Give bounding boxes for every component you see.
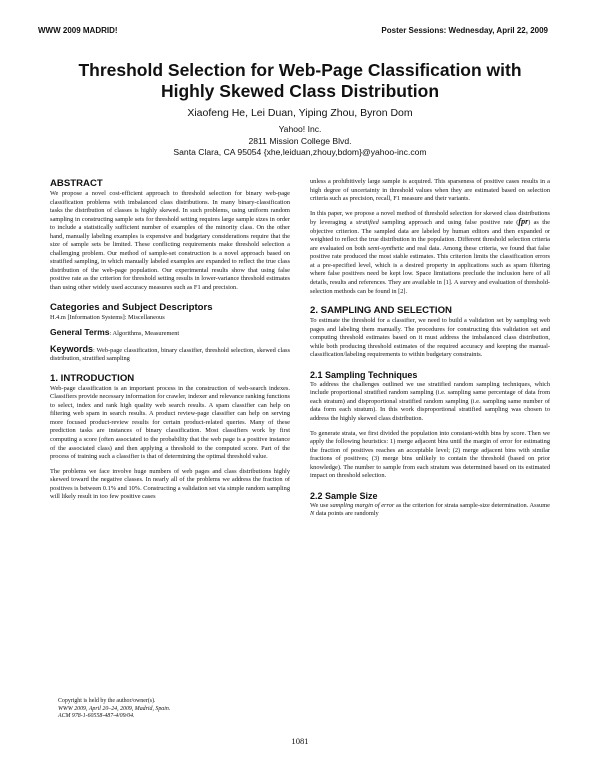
affiliation [40,124,560,159]
keywords [50,345,290,364]
text-run: In this paper, we propose a novel method of threshold selection for skewed class distributions by leveraging a [310,209,550,227]
copyright-notice [58,698,290,721]
intro-paragraph-1: Web-page classification is an important process in the construction of web-search indexes. Classifiers provide necessary information for crawler, indexer and relevance ranking functions to select, index and rank high quality web search results. A spam classifier can help on filtering web spam in search results. A product review-page classifier can help on serving more focused product-review results for certain product-related queries. Many of these prediction tasks are instances of binary classification. Most classifiers work by first computing a score (often associated to the probability that the web page is a positive instance of the associated class) and then applying a threshold to the computed score. Part of the process of training such a classifier is that of determining the optimal threshold value. [50,384,290,461]
section-2-2-text [310,502,550,519]
affiliation-address: 2811 Mission College Blvd. [248,135,352,146]
categories-heading: Categories and Subject Descriptors [50,301,213,313]
fpr-symbol: fpr [518,217,529,227]
general-terms-label: General Terms [50,327,110,338]
section-2-1-heading: 2.1 Sampling Techniques [310,369,418,380]
section-2-2-heading: 2.2 Sample Size [310,490,378,501]
text-run: sampling approach and using false positive rate ( [378,219,519,227]
abstract-text: We propose a novel cost-efficient approach to threshold selection for binary web-page classification problems with imbalanced class distributions. In many binary-classification tasks the distribution of classes is highly skewed. In such problems, using uniform random sampling in constructing sample sets for threshold setting requires large sample sizes in order to include a statistically sufficient number of examples of the minority class. On the other hand, manually labeling examples is expensive and budgetary considerations require that the size of sample sets be limited. These conflicting requirements make threshold selection a challenging problem. Our method of sample-set construction is a novel approach based on stratified sampling, in which manually labeled examples are expanded to reflect the true class distribution of the web-page population. Our experimental results show that using false positive rate as the criterion for threshold setting results in lower-variance threshold estimates than using other widely used accuracy measures such as F1 and precision. [50,190,290,292]
section-2-1-paragraph-1: To address the challenges outlined we use stratified random sampling techniques, which include proportional stratified random sampling (i.e. sampling same percentage of data from each stratum) and disproportional stratified random sampling (i.e. sampling same number of data form each stratum). In this work disproportional stratified sampling was chosen to address the highly skewed class distribution. [310,380,550,423]
general-terms-text: : Algorithms, Measurement [109,330,180,338]
paper-title [40,60,560,102]
copyright-line-3: ACM 978-1-60558-487-4/09/04. [58,713,135,720]
text-run: ) as the objective criterion. The sampled data are labeled by human editors and then expanded or weighted to reflect the true distribution in the population. Different threshold selection criteria are evaluated on both [310,219,550,252]
text-run: and real data. Among these criteria, we found that false positive rate produced the most stable estimates. This criterion limits the classification errors at a pre-specified level, which is a desired property in applications such as spam filtering where false positives need be kept low. Space limitations preclude the inclusion here of all details, results and references. They are available in [1]. A survey and evaluation of threshold-selection methods can be found in [2]. [310,244,550,295]
right-paragraph-2 [310,210,550,296]
keywords-text: : Web-page classification, binary classifier, threshold selection, skewed class distribution, stratified sampling [50,346,290,363]
author-list: Xiaofeng He, Lei Duan, Yiping Zhou, Byron Dom [187,107,413,119]
section-2-1-paragraph-2: To generate strata, we first divided the population into constant-width bins by score. Then we apply the following heuristics: 1) merge adjacent bins until the margin of error for estimating the fraction of positives reaches an acceptable level; (2) merge adjacent bins with similar fractions of positives; (3) merge bins unlikely to contain the threshold (based on prior knowledge). The number to sample from each stratum was determined based on its estimated impact on threshold selection. [310,429,550,480]
section-2-heading: 2. SAMPLING AND SELECTION [310,305,452,317]
text-run: as the criterion for strata sample-size determination. Assume [394,501,550,509]
general-terms [50,328,290,339]
text-run: We use [310,501,331,509]
intro-paragraph-2: The problems we face involve huge numbers of web pages and class distributions highly skewed toward the negative classes. In nearly all of the problems we address the fraction of positives is between 0.1% and 10%. Constructing a validation set via simple random sampling will likely result in too few positive cases [50,467,290,501]
copyright-line-2: WWW 2009, April 20–24, 2009, Madrid, Spain. [58,705,171,712]
abstract-heading: ABSTRACT [50,178,103,189]
left-column [50,178,290,502]
right-column [310,178,550,519]
variable-n: N [310,510,315,518]
header-session: Poster Sessions: Wednesday, April 22, 2009 [381,26,548,35]
categories-text: H.4.m [Information Systems]: Miscellaneous [50,313,165,321]
emphasis-stratified: stratified [355,219,379,227]
keywords-label: Keywords [50,343,94,354]
title-line-2: Highly Skewed Class Distribution [160,81,440,101]
page-number: 1081 [291,736,309,746]
affiliation-city-email: Santa Clara, CA 95054 {xhe,leiduan,zhouy,bdom}@yahoo-inc.com [173,147,427,157]
section-2-text: To estimate the threshold for a classifier, we need to build a validation set by sampling web pages and labeling them manually. The procedures for constructing this validation set and computing threshold estimates based on it must address the imbalanced class distribution, while both producing threshold estimates of the required accuracy and keeping the manual-classification/labeling requirements to within budgetary constraints. [310,317,550,359]
title-line-1: Threshold Selection for Web-Page Classification with [78,60,522,80]
running-header [38,26,548,35]
copyright-line-1: Copyright is held by the author/owner(s). [58,698,156,704]
right-paragraph-1: unless a prohibitively large sample is acquired. This sparseness of positive cases results in a high degree of uncertainty in threshold values when they are estimated based on selection criteria such as precision, recall, F1 measure and their variants. [310,178,550,203]
header-conference: WWW 2009 MADRID! [38,26,118,35]
emphasis-margin-of-error: sampling margin of error [330,501,395,509]
intro-heading: 1. INTRODUCTION [50,372,135,384]
emphasis-semi-synthetic: semi-synthetic [367,244,405,252]
affiliation-org: Yahoo! Inc. [278,124,322,134]
text-run: data points are randomly [314,510,379,518]
